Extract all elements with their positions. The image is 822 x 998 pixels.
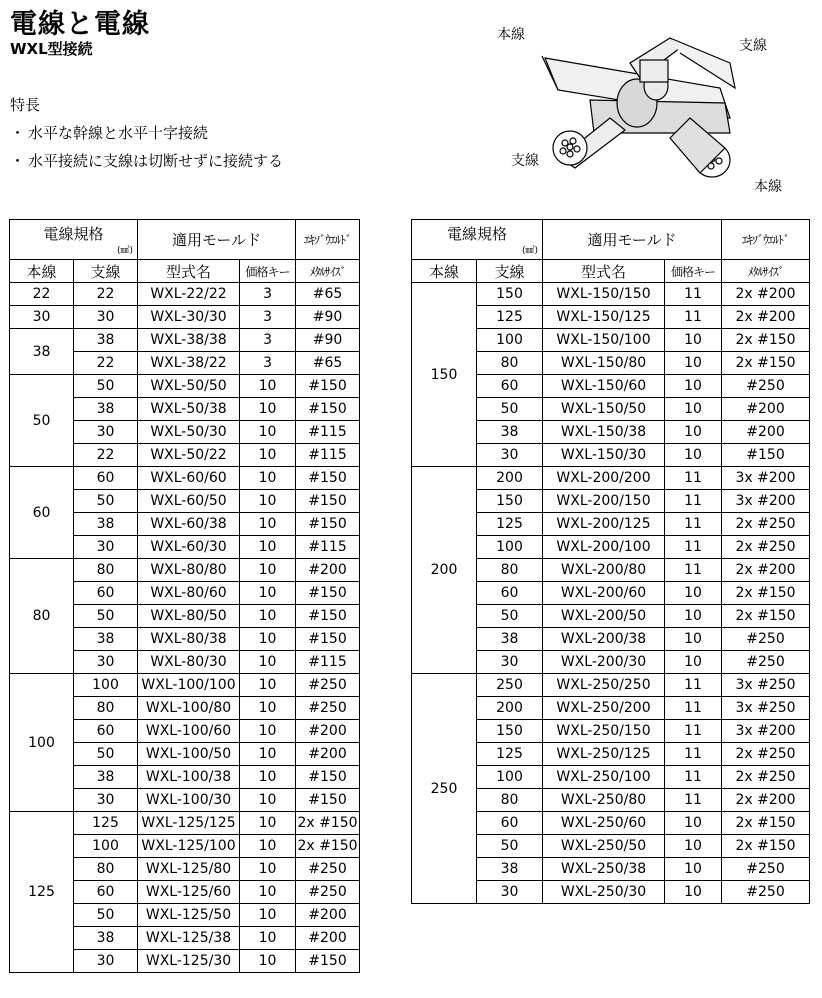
model-cell: WXL-60/30 — [138, 536, 240, 559]
main-line-cell: 30 — [10, 306, 74, 329]
model-cell: WXL-250/60 — [543, 812, 665, 835]
model-cell: WXL-100/50 — [138, 743, 240, 766]
model-cell: WXL-200/100 — [543, 536, 665, 559]
price-key-cell: 10 — [240, 582, 296, 605]
model-cell: WXL-50/30 — [138, 421, 240, 444]
metal-size-cell: 2x #200 — [722, 789, 810, 812]
price-key-cell: 10 — [665, 858, 722, 881]
diagram-label-branch-bottom: 支線 — [511, 153, 539, 169]
metal-size-cell: 2x #150 — [722, 352, 810, 375]
metal-size-cell: #200 — [296, 904, 360, 927]
spec-table-left-body — [10, 283, 360, 973]
model-cell: WXL-250/38 — [543, 858, 665, 881]
table-row — [412, 674, 810, 697]
metal-size-cell: #200 — [722, 421, 810, 444]
model-cell: WXL-60/60 — [138, 467, 240, 490]
price-key-cell: 10 — [240, 950, 296, 973]
branch-line-cell: 30 — [74, 789, 138, 812]
metal-size-cell: #65 — [296, 352, 360, 375]
model-cell: WXL-125/60 — [138, 881, 240, 904]
price-key-cell: 3 — [240, 352, 296, 375]
model-cell: WXL-60/50 — [138, 490, 240, 513]
header-metal-size: ﾒﾀﾙｻｲｽﾞ — [296, 260, 360, 283]
price-key-cell: 10 — [240, 536, 296, 559]
model-cell: WXL-125/100 — [138, 835, 240, 858]
table-row — [10, 375, 360, 398]
table-row — [10, 559, 360, 582]
branch-line-cell: 250 — [477, 674, 543, 697]
price-key-cell: 10 — [665, 398, 722, 421]
metal-size-cell: #250 — [296, 674, 360, 697]
branch-line-cell: 30 — [74, 950, 138, 973]
price-key-cell: 10 — [240, 881, 296, 904]
metal-size-cell: #200 — [296, 720, 360, 743]
branch-line-cell: 200 — [477, 467, 543, 490]
branch-line-cell: 60 — [74, 720, 138, 743]
price-key-cell: 10 — [240, 835, 296, 858]
branch-line-cell: 38 — [74, 628, 138, 651]
price-key-cell: 10 — [240, 927, 296, 950]
price-key-cell: 10 — [240, 651, 296, 674]
branch-line-cell: 50 — [477, 835, 543, 858]
branch-line-cell: 50 — [74, 743, 138, 766]
model-cell: WXL-50/50 — [138, 375, 240, 398]
metal-size-cell: #150 — [296, 490, 360, 513]
branch-line-cell: 38 — [74, 513, 138, 536]
unit-label: (㎟) — [521, 246, 539, 256]
price-key-cell: 11 — [665, 490, 722, 513]
price-key-cell: 10 — [665, 582, 722, 605]
branch-line-cell: 100 — [477, 536, 543, 559]
model-cell: WXL-100/80 — [138, 697, 240, 720]
metal-size-cell: #150 — [296, 628, 360, 651]
diagram-label-branch-top: 支線 — [739, 38, 767, 54]
model-cell: WXL-250/80 — [543, 789, 665, 812]
table-row — [10, 329, 360, 352]
diagram-label-main-bottom: 本線 — [754, 179, 782, 195]
price-key-cell: 11 — [665, 743, 722, 766]
model-cell: WXL-250/50 — [543, 835, 665, 858]
main-line-cell: 80 — [10, 559, 74, 674]
price-key-cell: 10 — [665, 421, 722, 444]
branch-line-cell: 38 — [477, 421, 543, 444]
model-cell: WXL-100/60 — [138, 720, 240, 743]
branch-line-cell: 50 — [74, 490, 138, 513]
metal-size-cell: 2x #200 — [722, 559, 810, 582]
page-subtitle: WXL型接続 — [10, 40, 93, 58]
branch-line-cell: 125 — [477, 743, 543, 766]
model-cell: WXL-250/100 — [543, 766, 665, 789]
branch-line-cell: 38 — [477, 858, 543, 881]
model-cell: WXL-80/38 — [138, 628, 240, 651]
price-key-cell: 11 — [665, 674, 722, 697]
branch-line-cell: 38 — [74, 766, 138, 789]
price-key-cell: 10 — [665, 628, 722, 651]
branch-line-cell: 30 — [74, 651, 138, 674]
branch-line-cell: 80 — [74, 858, 138, 881]
metal-size-cell: 2x #150 — [296, 812, 360, 835]
branch-line-cell: 22 — [74, 352, 138, 375]
model-cell: WXL-50/38 — [138, 398, 240, 421]
price-key-cell: 10 — [240, 789, 296, 812]
model-cell: WXL-125/30 — [138, 950, 240, 973]
metal-size-cell: #115 — [296, 444, 360, 467]
branch-line-cell: 30 — [74, 421, 138, 444]
model-cell: WXL-38/22 — [138, 352, 240, 375]
metal-size-cell: 3x #200 — [722, 490, 810, 513]
model-cell: WXL-200/50 — [543, 605, 665, 628]
spec-table-right — [411, 219, 810, 904]
price-key-cell: 11 — [665, 789, 722, 812]
model-cell: WXL-150/50 — [543, 398, 665, 421]
model-cell: WXL-150/38 — [543, 421, 665, 444]
branch-line-cell: 60 — [477, 582, 543, 605]
price-key-cell: 11 — [665, 513, 722, 536]
model-cell: WXL-150/30 — [543, 444, 665, 467]
price-key-cell: 10 — [665, 444, 722, 467]
price-key-cell: 11 — [665, 720, 722, 743]
price-key-cell: 11 — [665, 467, 722, 490]
price-key-cell: 10 — [240, 674, 296, 697]
price-key-cell: 10 — [240, 766, 296, 789]
branch-line-cell: 150 — [477, 720, 543, 743]
model-cell: WXL-125/38 — [138, 927, 240, 950]
model-cell: WXL-200/150 — [543, 490, 665, 513]
price-key-cell: 11 — [665, 559, 722, 582]
price-key-cell: 3 — [240, 329, 296, 352]
metal-size-cell: #90 — [296, 306, 360, 329]
model-cell: WXL-30/30 — [138, 306, 240, 329]
main-line-cell: 200 — [412, 467, 477, 674]
metal-size-cell: #200 — [296, 559, 360, 582]
branch-line-cell: 38 — [74, 398, 138, 421]
model-cell: WXL-250/30 — [543, 881, 665, 904]
branch-line-cell: 22 — [74, 444, 138, 467]
price-key-cell: 11 — [665, 283, 722, 306]
price-key-cell: 10 — [665, 651, 722, 674]
branch-line-cell: 80 — [74, 559, 138, 582]
bullet-glyph: ・ — [10, 152, 26, 170]
price-key-cell: 10 — [240, 490, 296, 513]
branch-line-cell: 150 — [477, 283, 543, 306]
model-cell: WXL-150/150 — [543, 283, 665, 306]
model-cell: WXL-80/80 — [138, 559, 240, 582]
model-cell: WXL-22/22 — [138, 283, 240, 306]
metal-size-cell: #150 — [296, 766, 360, 789]
price-key-cell: 11 — [665, 766, 722, 789]
price-key-cell: 10 — [665, 881, 722, 904]
table-row — [10, 306, 360, 329]
main-line-cell: 150 — [412, 283, 477, 467]
price-key-cell: 10 — [240, 628, 296, 651]
feature-text: 水平な幹線と水平十字接続 — [28, 124, 209, 142]
model-cell: WXL-200/200 — [543, 467, 665, 490]
price-key-cell: 10 — [665, 352, 722, 375]
branch-line-cell: 80 — [477, 352, 543, 375]
metal-size-cell: #150 — [296, 398, 360, 421]
metal-size-cell: #250 — [722, 858, 810, 881]
price-key-cell: 10 — [240, 812, 296, 835]
price-key-cell: 10 — [240, 444, 296, 467]
price-key-cell: 11 — [665, 536, 722, 559]
model-cell: WXL-150/100 — [543, 329, 665, 352]
model-cell: WXL-150/60 — [543, 375, 665, 398]
metal-size-cell: #150 — [296, 789, 360, 812]
header-model: 型式名 — [543, 260, 665, 283]
branch-line-cell: 30 — [477, 444, 543, 467]
header-wire-spec: 電線規格 (㎟) — [412, 220, 543, 260]
header-mold: 適用モールド — [543, 220, 722, 260]
metal-size-cell: 3x #250 — [722, 674, 810, 697]
price-key-cell: 10 — [240, 904, 296, 927]
branch-line-cell: 100 — [477, 329, 543, 352]
diagram-label-main-top: 本線 — [497, 27, 525, 43]
metal-size-cell: 2x #250 — [722, 766, 810, 789]
branch-line-cell: 30 — [477, 651, 543, 674]
branch-line-cell: 60 — [477, 812, 543, 835]
price-key-cell: 10 — [665, 329, 722, 352]
price-key-cell: 11 — [665, 697, 722, 720]
branch-line-cell: 60 — [74, 582, 138, 605]
metal-size-cell: #115 — [296, 536, 360, 559]
table-row — [10, 674, 360, 697]
price-key-cell: 10 — [665, 812, 722, 835]
main-line-cell: 100 — [10, 674, 74, 812]
model-cell: WXL-200/125 — [543, 513, 665, 536]
header-mold: 適用モールド — [138, 220, 296, 260]
model-cell: WXL-125/125 — [138, 812, 240, 835]
metal-size-cell: 2x #150 — [722, 605, 810, 628]
header-price-key: 価格キー — [240, 260, 296, 283]
metal-size-cell: #250 — [722, 881, 810, 904]
main-line-cell: 22 — [10, 283, 74, 306]
page-title: 電線と電線 — [10, 9, 150, 40]
metal-size-cell: #250 — [722, 651, 810, 674]
model-cell: WXL-60/38 — [138, 513, 240, 536]
model-cell: WXL-250/150 — [543, 720, 665, 743]
feature-text: 水平接続に支線は切断せずに接続する — [28, 152, 284, 170]
price-key-cell: 10 — [665, 835, 722, 858]
main-line-cell: 38 — [10, 329, 74, 375]
branch-line-cell: 60 — [74, 881, 138, 904]
price-key-cell: 10 — [240, 467, 296, 490]
model-cell: WXL-100/30 — [138, 789, 240, 812]
header-branch-line: 支線 — [477, 260, 543, 283]
branch-line-cell: 30 — [477, 881, 543, 904]
spec-table-left — [9, 219, 360, 973]
price-key-cell: 10 — [240, 858, 296, 881]
model-cell: WXL-100/38 — [138, 766, 240, 789]
table-row — [10, 467, 360, 490]
header-main-line: 本線 — [412, 260, 477, 283]
metal-size-cell: #115 — [296, 421, 360, 444]
branch-line-cell: 50 — [74, 605, 138, 628]
model-cell: WXL-80/50 — [138, 605, 240, 628]
price-key-cell: 10 — [240, 375, 296, 398]
model-cell: WXL-250/125 — [543, 743, 665, 766]
metal-size-cell: 2x #150 — [722, 835, 810, 858]
branch-line-cell: 38 — [74, 927, 138, 950]
branch-line-cell: 80 — [74, 697, 138, 720]
metal-size-cell: 2x #200 — [722, 306, 810, 329]
metal-size-cell: #250 — [296, 881, 360, 904]
metal-size-cell: #250 — [722, 375, 810, 398]
branch-line-cell: 125 — [74, 812, 138, 835]
table-row — [10, 812, 360, 835]
model-cell: WXL-250/250 — [543, 674, 665, 697]
metal-size-cell: #150 — [722, 444, 810, 467]
metal-size-cell: #90 — [296, 329, 360, 352]
model-cell: WXL-150/80 — [543, 352, 665, 375]
branch-line-cell: 22 — [74, 283, 138, 306]
branch-line-cell: 38 — [74, 329, 138, 352]
header-branch-line: 支線 — [74, 260, 138, 283]
branch-line-cell: 100 — [74, 835, 138, 858]
header-main-line: 本線 — [10, 260, 74, 283]
metal-size-cell: #150 — [296, 467, 360, 490]
price-key-cell: 11 — [665, 306, 722, 329]
metal-size-cell: #150 — [296, 375, 360, 398]
metal-size-cell: #150 — [296, 582, 360, 605]
model-cell: WXL-200/60 — [543, 582, 665, 605]
metal-size-cell: 2x #150 — [722, 812, 810, 835]
model-cell: WXL-38/38 — [138, 329, 240, 352]
branch-line-cell: 30 — [74, 306, 138, 329]
metal-size-cell: 2x #250 — [722, 743, 810, 766]
feature-item — [10, 150, 283, 171]
branch-line-cell: 50 — [74, 375, 138, 398]
metal-size-cell: 3x #200 — [722, 467, 810, 490]
metal-size-cell: 2x #150 — [296, 835, 360, 858]
header-model: 型式名 — [138, 260, 240, 283]
metal-size-cell: 3x #250 — [722, 697, 810, 720]
main-line-cell: 125 — [10, 812, 74, 973]
table-row — [412, 283, 810, 306]
branch-line-cell: 50 — [74, 904, 138, 927]
metal-size-cell: 2x #150 — [722, 582, 810, 605]
metal-size-cell: #250 — [296, 697, 360, 720]
branch-line-cell: 150 — [477, 490, 543, 513]
metal-size-cell: #150 — [296, 605, 360, 628]
branch-line-cell: 60 — [477, 375, 543, 398]
price-key-cell: 3 — [240, 283, 296, 306]
table-row — [412, 467, 810, 490]
price-key-cell: 10 — [240, 398, 296, 421]
metal-size-cell: #200 — [296, 743, 360, 766]
features-heading: 特長 — [10, 96, 41, 114]
branch-line-cell: 60 — [74, 467, 138, 490]
price-key-cell: 10 — [240, 697, 296, 720]
model-cell: WXL-80/30 — [138, 651, 240, 674]
price-key-cell: 10 — [240, 513, 296, 536]
model-cell: WXL-125/50 — [138, 904, 240, 927]
metal-size-cell: #65 — [296, 283, 360, 306]
price-key-cell: 10 — [240, 559, 296, 582]
model-cell: WXL-200/38 — [543, 628, 665, 651]
model-cell: WXL-50/22 — [138, 444, 240, 467]
branch-line-cell: 125 — [477, 513, 543, 536]
model-cell: WXL-250/200 — [543, 697, 665, 720]
metal-size-cell: 2x #150 — [722, 329, 810, 352]
branch-line-cell: 80 — [477, 559, 543, 582]
metal-size-cell: 2x #200 — [722, 283, 810, 306]
model-cell: WXL-200/30 — [543, 651, 665, 674]
price-key-cell: 10 — [240, 421, 296, 444]
metal-size-cell: #150 — [296, 513, 360, 536]
price-key-cell: 3 — [240, 306, 296, 329]
metal-size-cell: #150 — [296, 950, 360, 973]
price-key-cell: 10 — [240, 720, 296, 743]
feature-item — [10, 122, 208, 143]
branch-line-cell: 50 — [477, 398, 543, 421]
header-exo: ｴｷｿﾞｳｴﾙﾄﾞ — [722, 220, 810, 260]
branch-line-cell: 50 — [477, 605, 543, 628]
metal-size-cell: #200 — [296, 927, 360, 950]
unit-label: (㎟) — [116, 246, 134, 256]
model-cell: WXL-150/125 — [543, 306, 665, 329]
header-wire-spec: 電線規格 (㎟) — [10, 220, 138, 260]
metal-size-cell: #200 — [722, 398, 810, 421]
metal-size-cell: #250 — [722, 628, 810, 651]
metal-size-cell: #250 — [296, 858, 360, 881]
header-metal-size: ﾒﾀﾙｻｲｽﾞ — [722, 260, 810, 283]
main-line-cell: 50 — [10, 375, 74, 467]
bullet-glyph: ・ — [10, 124, 26, 142]
header-exo: ｴｷｿﾞｳｴﾙﾄﾞ — [296, 220, 360, 260]
branch-line-cell: 80 — [477, 789, 543, 812]
branch-line-cell: 125 — [477, 306, 543, 329]
branch-line-cell: 100 — [477, 766, 543, 789]
branch-line-cell: 100 — [74, 674, 138, 697]
metal-size-cell: 2x #250 — [722, 536, 810, 559]
spec-table-right-body — [412, 283, 810, 904]
model-cell: WXL-200/80 — [543, 559, 665, 582]
price-key-cell: 10 — [240, 743, 296, 766]
metal-size-cell: 2x #250 — [722, 513, 810, 536]
branch-line-cell: 30 — [74, 536, 138, 559]
main-line-cell: 60 — [10, 467, 74, 559]
metal-size-cell: 3x #200 — [722, 720, 810, 743]
metal-size-cell: #115 — [296, 651, 360, 674]
price-key-cell: 10 — [665, 605, 722, 628]
price-key-cell: 10 — [240, 605, 296, 628]
header-price-key: 価格キー — [665, 260, 722, 283]
model-cell: WXL-80/60 — [138, 582, 240, 605]
price-key-cell: 10 — [665, 375, 722, 398]
branch-line-cell: 38 — [477, 628, 543, 651]
table-row — [10, 283, 360, 306]
model-cell: WXL-100/100 — [138, 674, 240, 697]
model-cell: WXL-125/80 — [138, 858, 240, 881]
branch-line-cell: 200 — [477, 697, 543, 720]
main-line-cell: 250 — [412, 674, 477, 904]
